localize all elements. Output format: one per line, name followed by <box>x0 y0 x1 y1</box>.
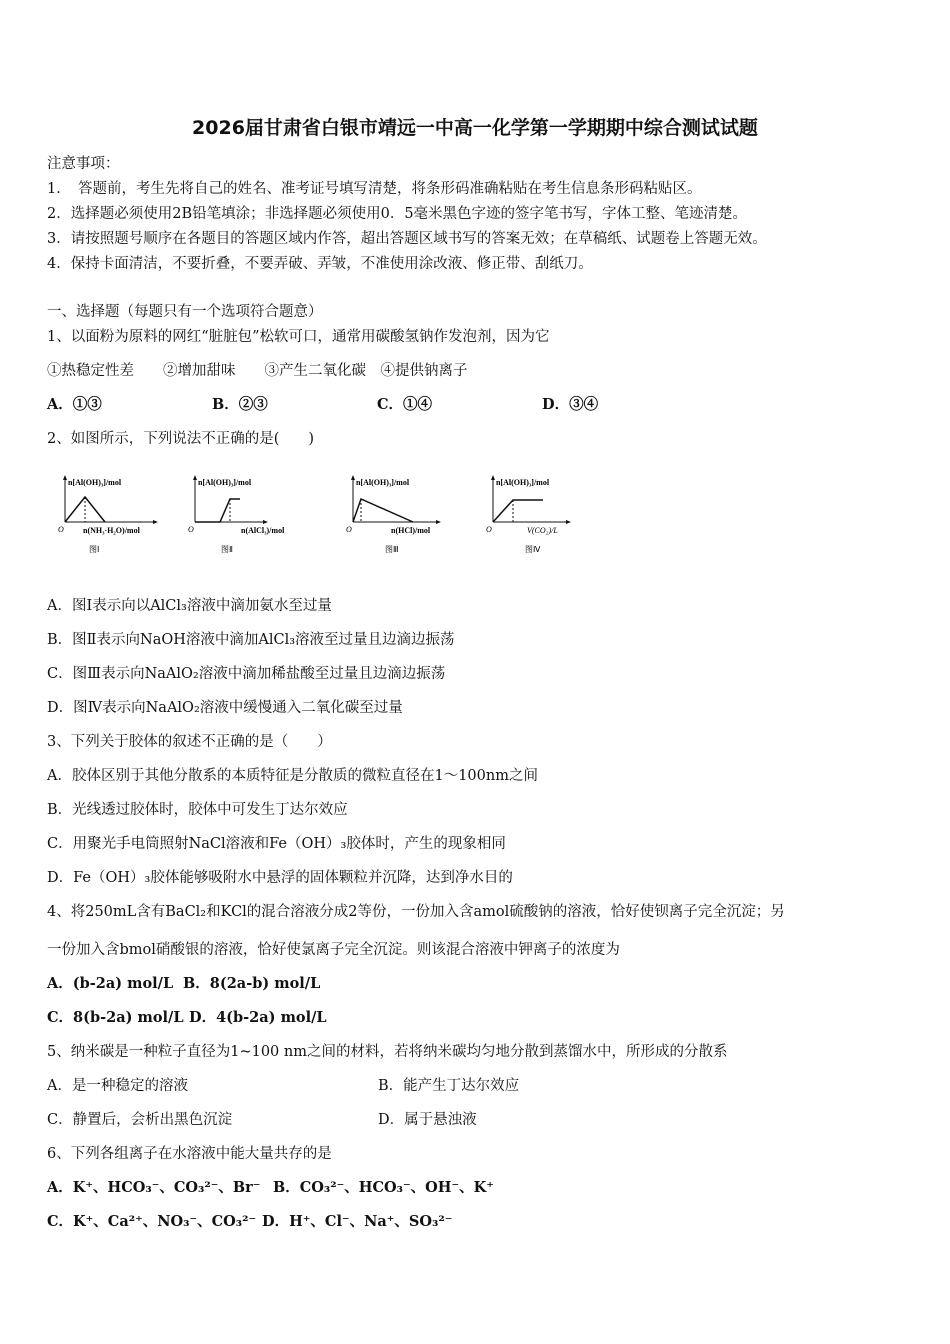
figure-4-xlabel: V(CO₂)/L <box>527 526 558 535</box>
figure-1-xlabel: n(NH₃·H₂O)/mol <box>83 526 140 535</box>
notice-item-4: 4．保持卡面清洁，不要折叠，不要弄破、弄皱，不准使用涂改液、修正带、刮纸刀。 <box>47 256 593 272</box>
q6-option-c: C．K⁺、Ca²⁺、NO₃⁻、CO₃²⁻ <box>47 1213 257 1230</box>
q2-option-d: D．图Ⅳ表示向NaAlO₂溶液中缓慢通入二氧化碳至过量 <box>47 700 403 716</box>
q5-option-d: D．属于悬浊液 <box>378 1112 477 1128</box>
figure-2-xlabel: n(AlCl₃)/mol <box>241 526 285 535</box>
q5-option-a: A．是一种稳定的溶液 <box>47 1078 188 1094</box>
q3-option-d: D．Fe（OH）₃胶体能够吸附水中悬浮的固体颗粒并沉降，达到净水目的 <box>47 870 513 886</box>
q2-option-a: A．图Ⅰ表示向以AlCl₃溶液中滴加氨水至过量 <box>47 598 332 614</box>
notice-heading: 注意事项： <box>47 156 120 172</box>
figure-2-ylabel: n[Al(OH)₃]/mol <box>198 478 252 487</box>
figure-2-origin: O <box>188 525 194 534</box>
q4-option-b: B．8(2a-b) mol/L <box>183 975 321 992</box>
figure-4-caption: 图Ⅳ <box>525 545 541 554</box>
q4-option-a: A．(b-2a) mol/L <box>47 975 174 992</box>
figure-1-ylabel: n[Al(OH)₃]/mol <box>68 478 122 487</box>
q2-option-b: B．图Ⅱ表示向NaOH溶液中滴加AlCl₃溶液至过量且边滴边振荡 <box>47 632 455 648</box>
figure-4-ylabel: n[Al(OH)₃]/mol <box>496 478 550 487</box>
section-heading: 一、选择题（每题只有一个选项符合题意） <box>47 304 323 320</box>
q5-option-c: C．静置后，会析出黑色沉淀 <box>47 1112 233 1128</box>
q2-option-c: C．图Ⅲ表示向NaAlO₂溶液中滴加稀盐酸至过量且边滴边振荡 <box>47 666 446 682</box>
q6-stem: 6、下列各组离子在水溶液中能大量共存的是 <box>47 1146 332 1162</box>
notice-item-1: 1． 答题前，考生先将自己的姓名、准考证号填写清楚，将条形码准确粘贴在考生信息条形码粘贴区。 <box>47 181 702 197</box>
q5-stem: 5、纳米碳是一种粒子直径为1~100 nm之间的材料，若将纳米碳均匀地分散到蒸馏水中，所形成的分散系 <box>47 1044 728 1060</box>
q3-stem: 3、下列关于胶体的叙述不正确的是（ ） <box>47 734 332 750</box>
q1-option-b: B．②③ <box>212 396 268 413</box>
figure-2-caption: 图Ⅱ <box>221 545 233 554</box>
q1-items: ①热稳定性差 ②增加甜味 ③产生二氧化碳 ④提供钠离子 <box>47 363 468 379</box>
figure-1-caption: 图Ⅰ <box>89 545 100 554</box>
q1-stem: 1、以面粉为原料的网红“脏脏包”松软可口，通常用碳酸氢钠作发泡剂，因为它 <box>47 329 550 345</box>
q4-option-d: D．4(b-2a) mol/L <box>189 1009 327 1026</box>
q6-option-b: B．CO₃²⁻、HCO₃⁻、OH⁻、K⁺ <box>273 1179 494 1196</box>
figure-2 <box>185 470 305 569</box>
q4-stem-line1: 4、将250mL含有BaCl₂和KCl的混合溶液分成2等份，一份加入含amol硫酸钠的溶液，恰好使钡离子完全沉淀；另 <box>47 904 785 920</box>
figure-4-origin: O <box>486 525 492 534</box>
q3-option-a: A．胶体区别于其他分散系的本质特征是分散质的微粒直径在1～100nm之间 <box>47 768 538 784</box>
q6-option-a: A．K⁺、HCO₃⁻、CO₃²⁻、Br⁻ <box>47 1179 261 1196</box>
figure-3-origin: O <box>346 525 352 534</box>
q5-option-b: B．能产生丁达尔效应 <box>378 1078 520 1094</box>
q1-option-a: A．①③ <box>47 396 102 413</box>
notice-item-3: 3．请按照题号顺序在各题目的答题区域内作答，超出答题区域书写的答案无效；在草稿纸、试题卷上答题无效。 <box>47 231 767 247</box>
q6-option-d: D．H⁺、Cl⁻、Na⁺、SO₃²⁻ <box>262 1213 453 1230</box>
q1-option-d: D．③④ <box>542 396 599 413</box>
figure-4 <box>483 470 593 569</box>
figure-1 <box>55 470 165 569</box>
figure-1-origin: O <box>58 525 64 534</box>
figure-3-ylabel: n[Al(OH)₃]/mol <box>356 478 410 487</box>
figure-3 <box>343 470 453 569</box>
notice-item-2: 2．选择题必须使用2B铅笔填涂；非选择题必须使用0．5毫米黑色字迹的签字笔书写，字体工整、笔迹清楚。 <box>47 206 748 222</box>
q1-option-c: C．①④ <box>377 396 433 413</box>
figure-3-xlabel: n(HCl)/mol <box>391 526 431 535</box>
page-title: 2026届甘肃省白银市靖远一中高一化学第一学期期中综合测试试题 <box>192 117 758 139</box>
q3-option-b: B．光线透过胶体时，胶体中可发生丁达尔效应 <box>47 802 348 818</box>
q2-stem: 2、如图所示，下列说法不正确的是( ) <box>47 431 315 447</box>
q3-option-c: C．用聚光手电筒照射NaCl溶液和Fe（OH）₃胶体时，产生的现象相同 <box>47 836 506 852</box>
q4-option-c: C．8(b-2a) mol/L <box>47 1009 184 1026</box>
q4-stem-line2: 一份加入含bmol硝酸银的溶液，恰好使氯离子完全沉淀。则该混合溶液中钾离子的浓度为 <box>47 942 620 958</box>
figure-3-caption: 图Ⅲ <box>385 545 399 554</box>
